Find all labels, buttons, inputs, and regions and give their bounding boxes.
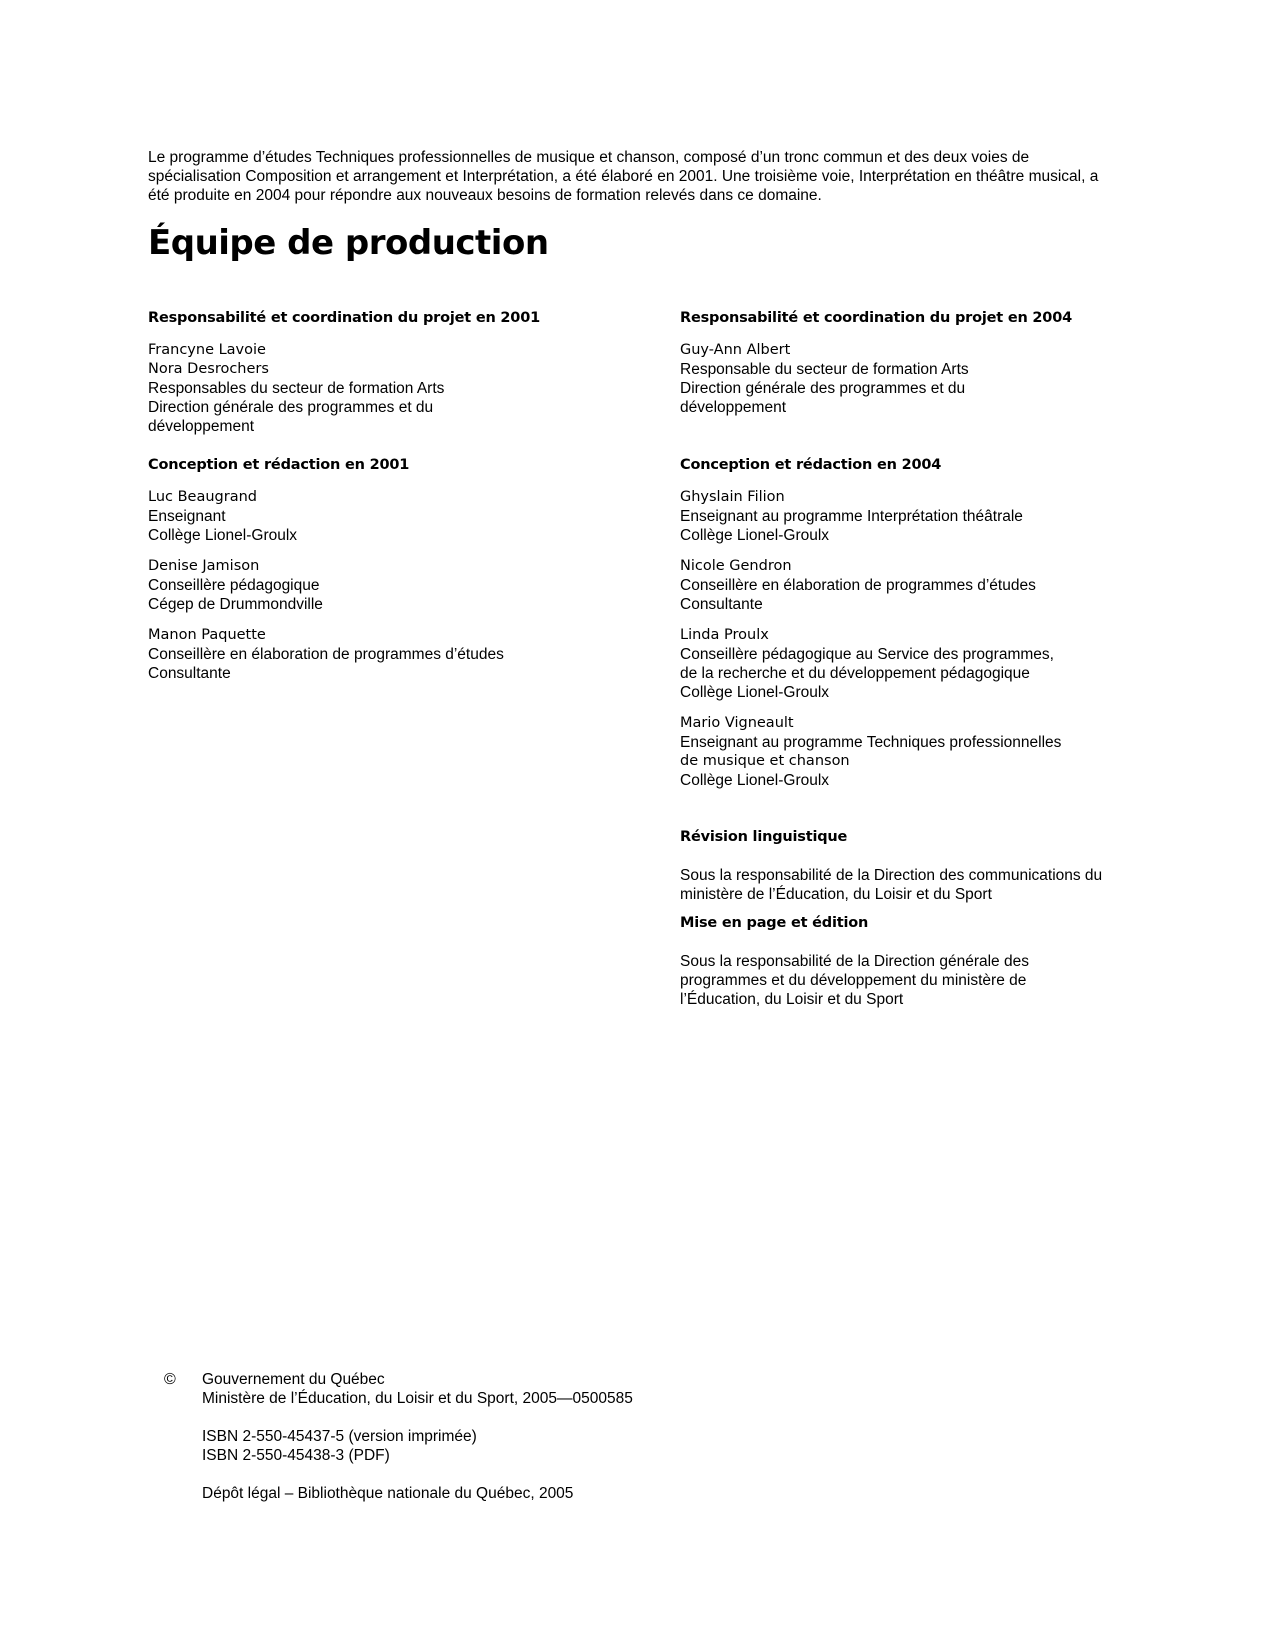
person-name: Mario Vigneault (680, 715, 794, 731)
person-block (680, 714, 1110, 790)
layout-edition-text: Sous la responsabilité de la Direction générale des programmes et du développement du ministère de l’Éducation, du Loisir et du Sport (680, 953, 1029, 1008)
person-role: Enseignant au programme Interprétation théâtrale (680, 508, 1023, 525)
person-role: Enseignant (148, 508, 226, 525)
right-column (680, 309, 1110, 1019)
person-org: développement (148, 418, 254, 435)
person-role: Conseillère en élaboration de programmes d’études (148, 646, 504, 663)
person-org: Direction générale des programmes et du (680, 380, 966, 397)
person-org: Consultante (680, 596, 763, 613)
revision-title: Révision linguistique (680, 829, 848, 845)
person-block (680, 488, 1110, 545)
person-org: Direction générale des programmes et du (148, 399, 434, 416)
coordination-2004-block (680, 341, 1110, 417)
person-name: Manon Paquette (148, 627, 266, 643)
person-org: Collège Lionel-Groulx (148, 527, 298, 544)
conception-2004-title: Conception et rédaction en 2004 (680, 457, 942, 473)
person-org: Collège Lionel-Groulx (680, 772, 830, 789)
person-role: Enseignant au programme Techniques professionnelles (680, 734, 1062, 751)
person-role: de musique et chanson (680, 753, 850, 769)
person-name: Nicole Gendron (680, 558, 792, 574)
person-block (148, 626, 568, 683)
person-name: Denise Jamison (148, 558, 260, 574)
person-block (148, 488, 568, 545)
person-role: Conseillère pédagogique (148, 577, 320, 594)
person-org: Cégep de Drummondville (148, 596, 323, 613)
person-name: Ghyslain Filion (680, 489, 785, 505)
person-name: Guy-Ann Albert (680, 342, 791, 358)
person-org: développement (680, 399, 786, 416)
copyright-footer (148, 1370, 848, 1503)
person-name: Luc Beaugrand (148, 489, 257, 505)
legal-deposit: Dépôt légal – Bibliothèque nationale du Québec, 2005 (202, 1485, 574, 1502)
coordination-2001-title: Responsabilité et coordination du projet en 2001 (148, 310, 540, 326)
coordination-2001-block (148, 341, 568, 436)
person-block (680, 626, 1110, 702)
person-org: Collège Lionel-Groulx (680, 684, 830, 701)
footer-ministry: Ministère de l’Éducation, du Loisir et du Sport, 2005—0500585 (202, 1390, 633, 1407)
page-title: Équipe de production (148, 223, 549, 263)
person-role: Conseillère pédagogique au Service des programmes, (680, 646, 1054, 663)
isbn-print: ISBN 2-550-45437-5 (version imprimée) (202, 1428, 477, 1445)
person-block (680, 557, 1110, 614)
person-org: Consultante (148, 665, 231, 682)
intro-section (148, 148, 1108, 205)
intro-paragraph: Le programme d’études Techniques professionnelles de musique et chanson, composé d’un tronc commun et des deux voies de spécialisation Composition et arrangement et Interprétation, a été élaboré en 2001. Une troisième voie, Interprétation en théâtre musical, a été produite en 2004 pour répondre aux nouveaux besoins de formation relevés dans ce domaine. (148, 149, 1099, 204)
person-block (148, 557, 568, 614)
conception-2001-title: Conception et rédaction en 2001 (148, 457, 410, 473)
person-name: Francyne Lavoie (148, 342, 266, 358)
person-name: Nora Desrochers (148, 361, 269, 377)
isbn-pdf: ISBN 2-550-45438-3 (PDF) (202, 1447, 390, 1464)
layout-edition-title: Mise en page et édition (680, 915, 869, 931)
person-role: Conseillère en élaboration de programmes d’études (680, 577, 1036, 594)
copyright-icon: © (164, 1371, 176, 1388)
person-org: Collège Lionel-Groulx (680, 527, 830, 544)
person-name: Linda Proulx (680, 627, 769, 643)
footer-government: Gouvernement du Québec (202, 1371, 385, 1388)
revision-text: Sous la responsabilité de la Direction des communications du ministère de l’Éducation, du Loisir et du Sport (680, 867, 1103, 903)
person-role: Responsables du secteur de formation Arts (148, 380, 445, 397)
left-column (148, 309, 568, 695)
person-role: Responsable du secteur de formation Arts (680, 361, 969, 378)
person-role: de la recherche et du développement pédagogique (680, 665, 1030, 682)
coordination-2004-title: Responsabilité et coordination du projet en 2004 (680, 310, 1072, 326)
